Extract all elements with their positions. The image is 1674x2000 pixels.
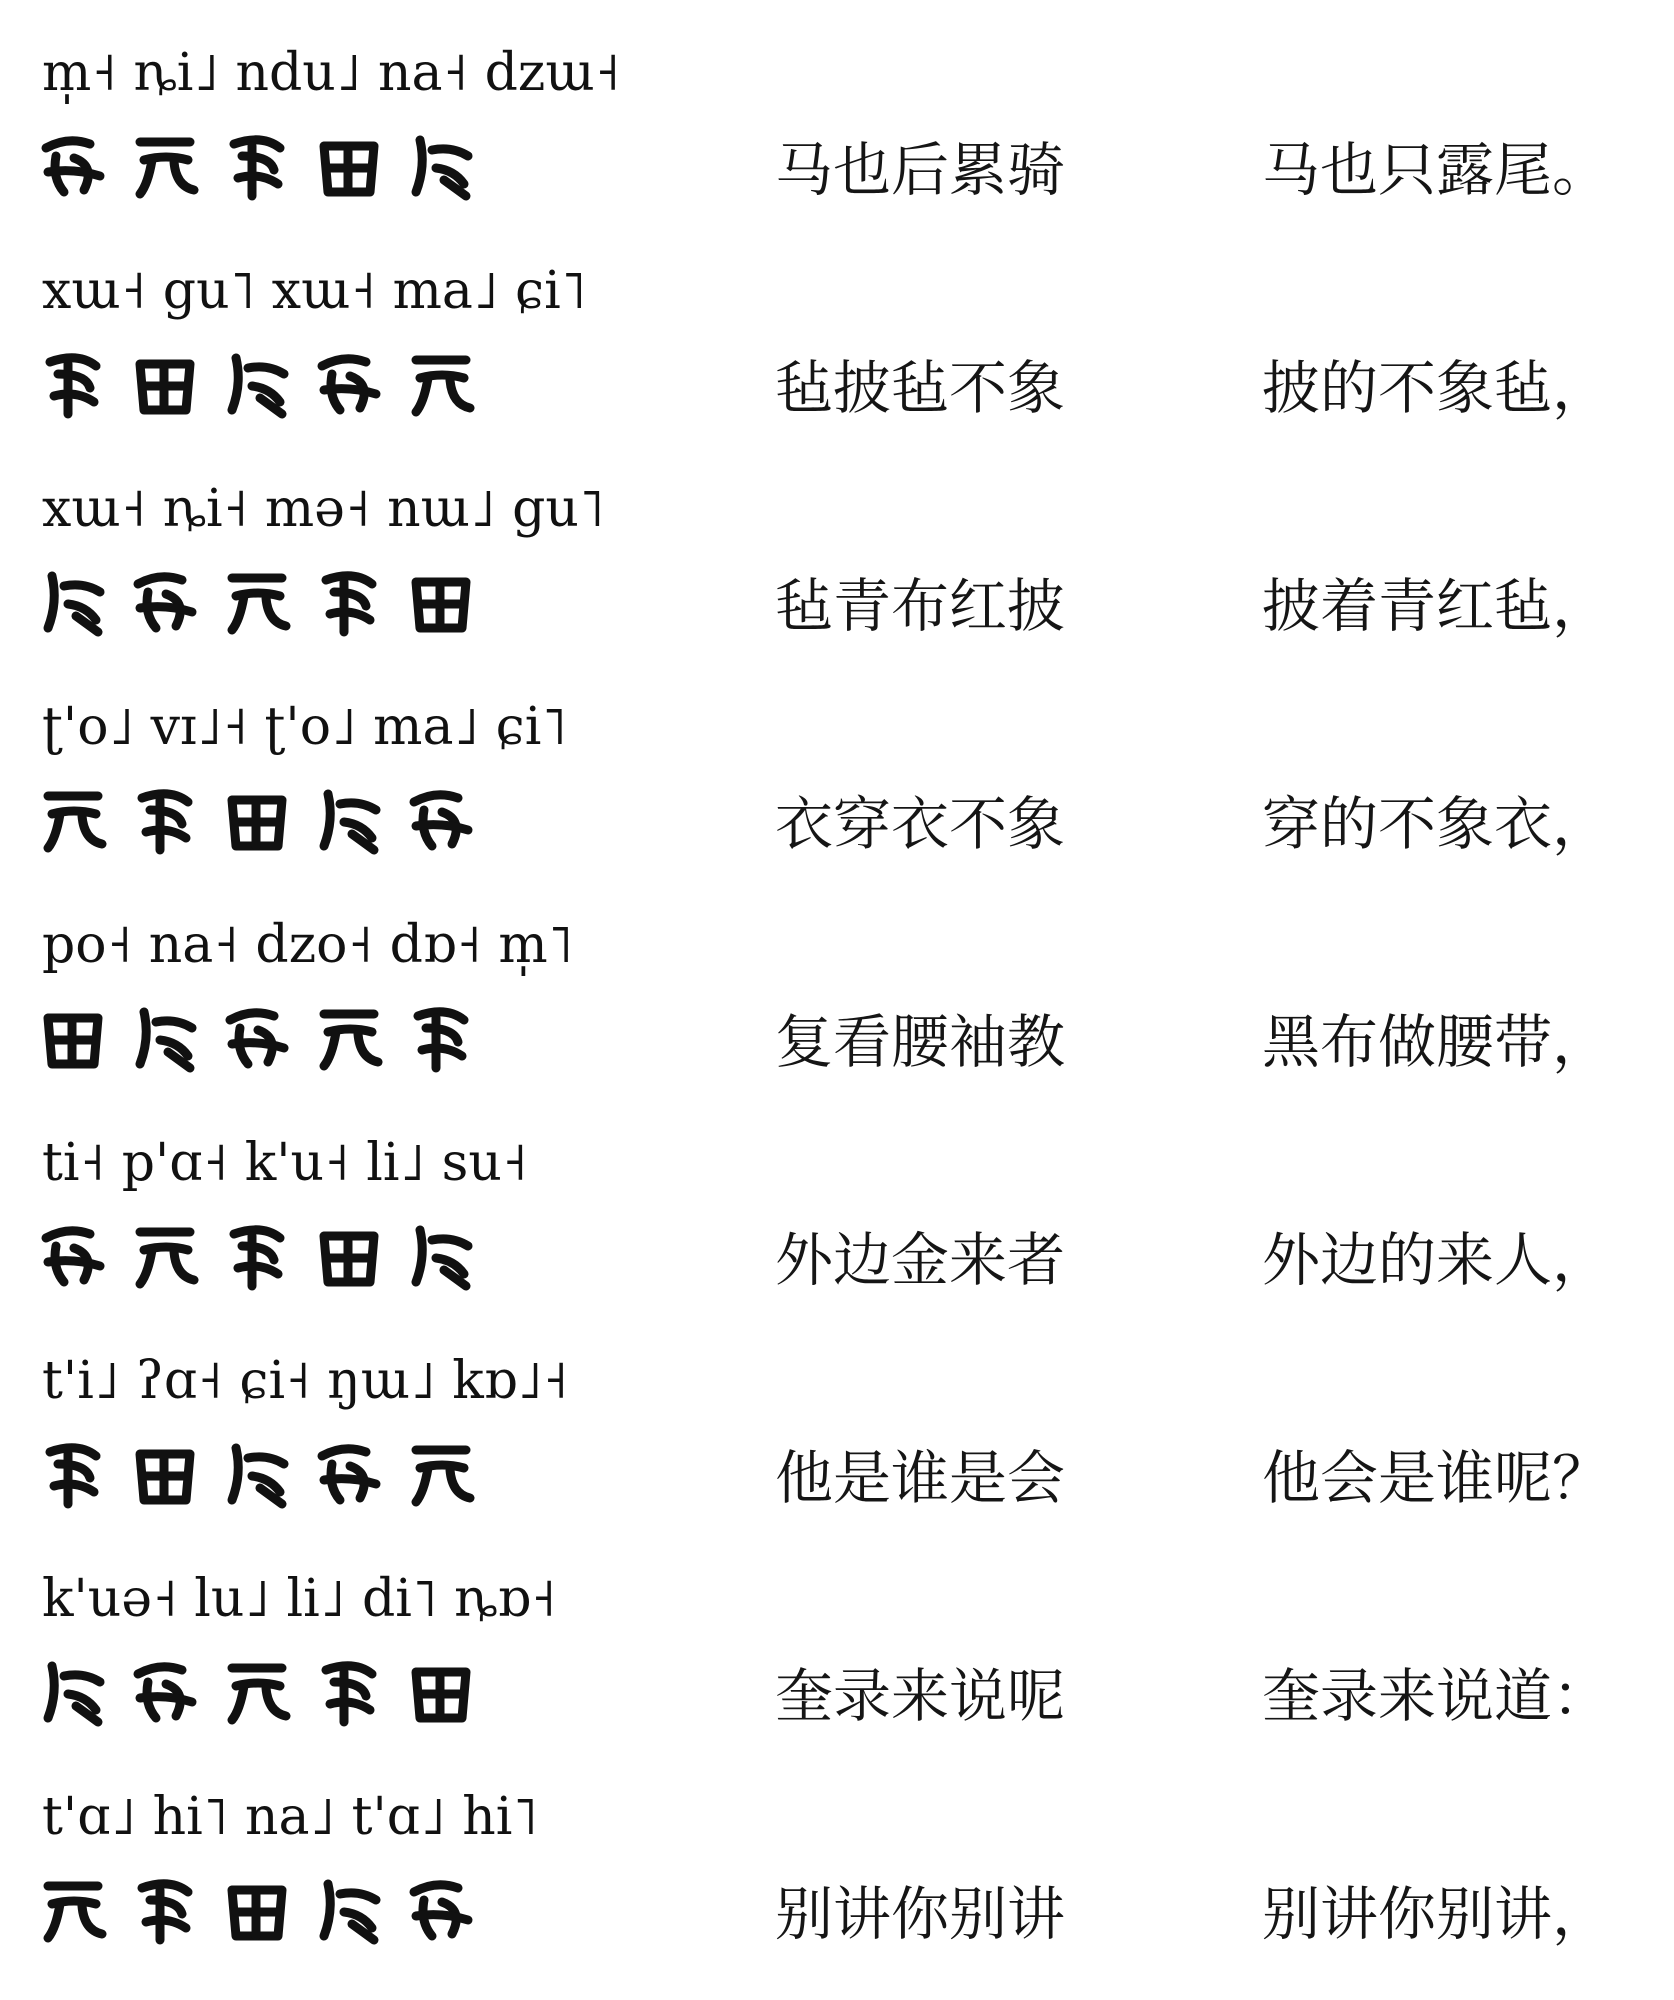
free-translation: 披的不象毡，	[1262, 354, 1611, 422]
ipa-transcription: ti˧ p'ɑ˧ k'u˧ li˩ su˧	[42, 1133, 528, 1193]
free-translation: 穿的不象衣，	[1262, 790, 1611, 858]
free-translation: 他会是谁呢？	[1262, 1444, 1611, 1512]
yi-character-icon	[130, 1434, 202, 1514]
yi-script-line	[38, 336, 498, 432]
literal-translation: 马也后累骑	[775, 136, 1066, 204]
yi-character-icon	[314, 1434, 386, 1514]
yi-character-icon	[38, 998, 110, 1078]
yi-character-icon	[314, 126, 386, 206]
ipa-transcription: k'uə˧ lu˩ li˩ di˥ ȵɒ˧	[42, 1569, 557, 1629]
literal-translation: 毡披毡不象	[775, 354, 1066, 422]
yi-character-icon	[130, 998, 202, 1078]
yi-script-line	[38, 118, 498, 214]
yi-character-icon	[130, 1216, 202, 1296]
literal-translation: 奎录来说呢	[775, 1662, 1066, 1730]
text-row	[0, 1782, 1674, 2000]
yi-character-icon	[406, 1216, 478, 1296]
yi-character-icon	[38, 344, 110, 424]
text-row	[0, 910, 1674, 1128]
text-row	[0, 1346, 1674, 1564]
text-row	[0, 1128, 1674, 1346]
ipa-transcription: m̩˧ ȵi˩ ndu˩ na˧ dzɯ˧	[42, 43, 621, 103]
text-row	[0, 692, 1674, 910]
yi-character-icon	[130, 780, 202, 860]
yi-character-icon	[222, 1434, 294, 1514]
literal-translation: 别讲你别讲	[775, 1880, 1066, 1948]
yi-character-icon	[314, 562, 386, 642]
yi-character-icon	[222, 780, 294, 860]
text-row	[0, 38, 1674, 256]
yi-character-icon	[222, 1870, 294, 1950]
free-translation: 奎录来说道：	[1262, 1662, 1611, 1730]
yi-character-icon	[38, 1870, 110, 1950]
yi-script-line	[38, 554, 498, 650]
ipa-transcription: ʈ'o˩ vɪ˩˧ ʈ'o˩ ma˩ ɕi˥	[42, 697, 568, 757]
ipa-transcription: xɯ˧ gu˥ xɯ˧ ma˩ ɕi˥	[42, 261, 587, 321]
yi-character-icon	[38, 1652, 110, 1732]
yi-character-icon	[38, 562, 110, 642]
yi-character-icon	[406, 998, 478, 1078]
yi-character-icon	[314, 344, 386, 424]
yi-character-icon	[222, 1652, 294, 1732]
yi-character-icon	[38, 126, 110, 206]
yi-character-icon	[130, 126, 202, 206]
yi-character-icon	[406, 1434, 478, 1514]
yi-character-icon	[314, 1870, 386, 1950]
yi-character-icon	[130, 1652, 202, 1732]
yi-character-icon	[314, 780, 386, 860]
yi-character-icon	[406, 1870, 478, 1950]
yi-script-line	[38, 1208, 498, 1304]
yi-character-icon	[406, 126, 478, 206]
yi-character-icon	[222, 344, 294, 424]
yi-character-icon	[130, 344, 202, 424]
yi-character-icon	[38, 1216, 110, 1296]
free-translation: 黑布做腰带，	[1262, 1008, 1611, 1076]
yi-script-line	[38, 1644, 498, 1740]
ipa-transcription: t'ɑ˩ hi˥ na˩ t'ɑ˩ hi˥	[42, 1787, 539, 1847]
yi-character-icon	[406, 344, 478, 424]
literal-translation: 复看腰袖教	[775, 1008, 1066, 1076]
yi-script-line	[38, 1426, 498, 1522]
yi-character-icon	[38, 780, 110, 860]
yi-character-icon	[406, 562, 478, 642]
yi-script-line	[38, 1862, 498, 1958]
literal-translation: 外边金来者	[775, 1226, 1066, 1294]
yi-script-line	[38, 990, 498, 1086]
text-row	[0, 1564, 1674, 1782]
free-translation: 外边的来人，	[1262, 1226, 1611, 1294]
ipa-transcription: t'i˩ ʔɑ˧ ɕi˧ ŋɯ˩ kɒ˩˧	[42, 1351, 569, 1411]
yi-character-icon	[222, 126, 294, 206]
yi-character-icon	[314, 1652, 386, 1732]
yi-character-icon	[222, 562, 294, 642]
literal-translation: 他是谁是会	[775, 1444, 1066, 1512]
text-row	[0, 256, 1674, 474]
text-row	[0, 474, 1674, 692]
yi-character-icon	[222, 1216, 294, 1296]
yi-character-icon	[314, 998, 386, 1078]
free-translation: 马也只露尾。	[1262, 136, 1611, 204]
yi-character-icon	[38, 1434, 110, 1514]
yi-character-icon	[222, 998, 294, 1078]
literal-translation: 毡青布红披	[775, 572, 1066, 640]
yi-character-icon	[406, 1652, 478, 1732]
ipa-transcription: xɯ˧ ȵi˧ mə˧ nɯ˩ gu˥	[42, 479, 605, 539]
yi-script-line	[38, 772, 498, 868]
free-translation: 披着青红毡，	[1262, 572, 1611, 640]
yi-character-icon	[314, 1216, 386, 1296]
literal-translation: 衣穿衣不象	[775, 790, 1066, 858]
yi-character-icon	[406, 780, 478, 860]
ipa-transcription: po˧ na˧ dzo˧ dɒ˧ m̩˥	[42, 915, 574, 975]
yi-character-icon	[130, 562, 202, 642]
free-translation: 别讲你别讲，	[1262, 1880, 1611, 1948]
yi-character-icon	[130, 1870, 202, 1950]
